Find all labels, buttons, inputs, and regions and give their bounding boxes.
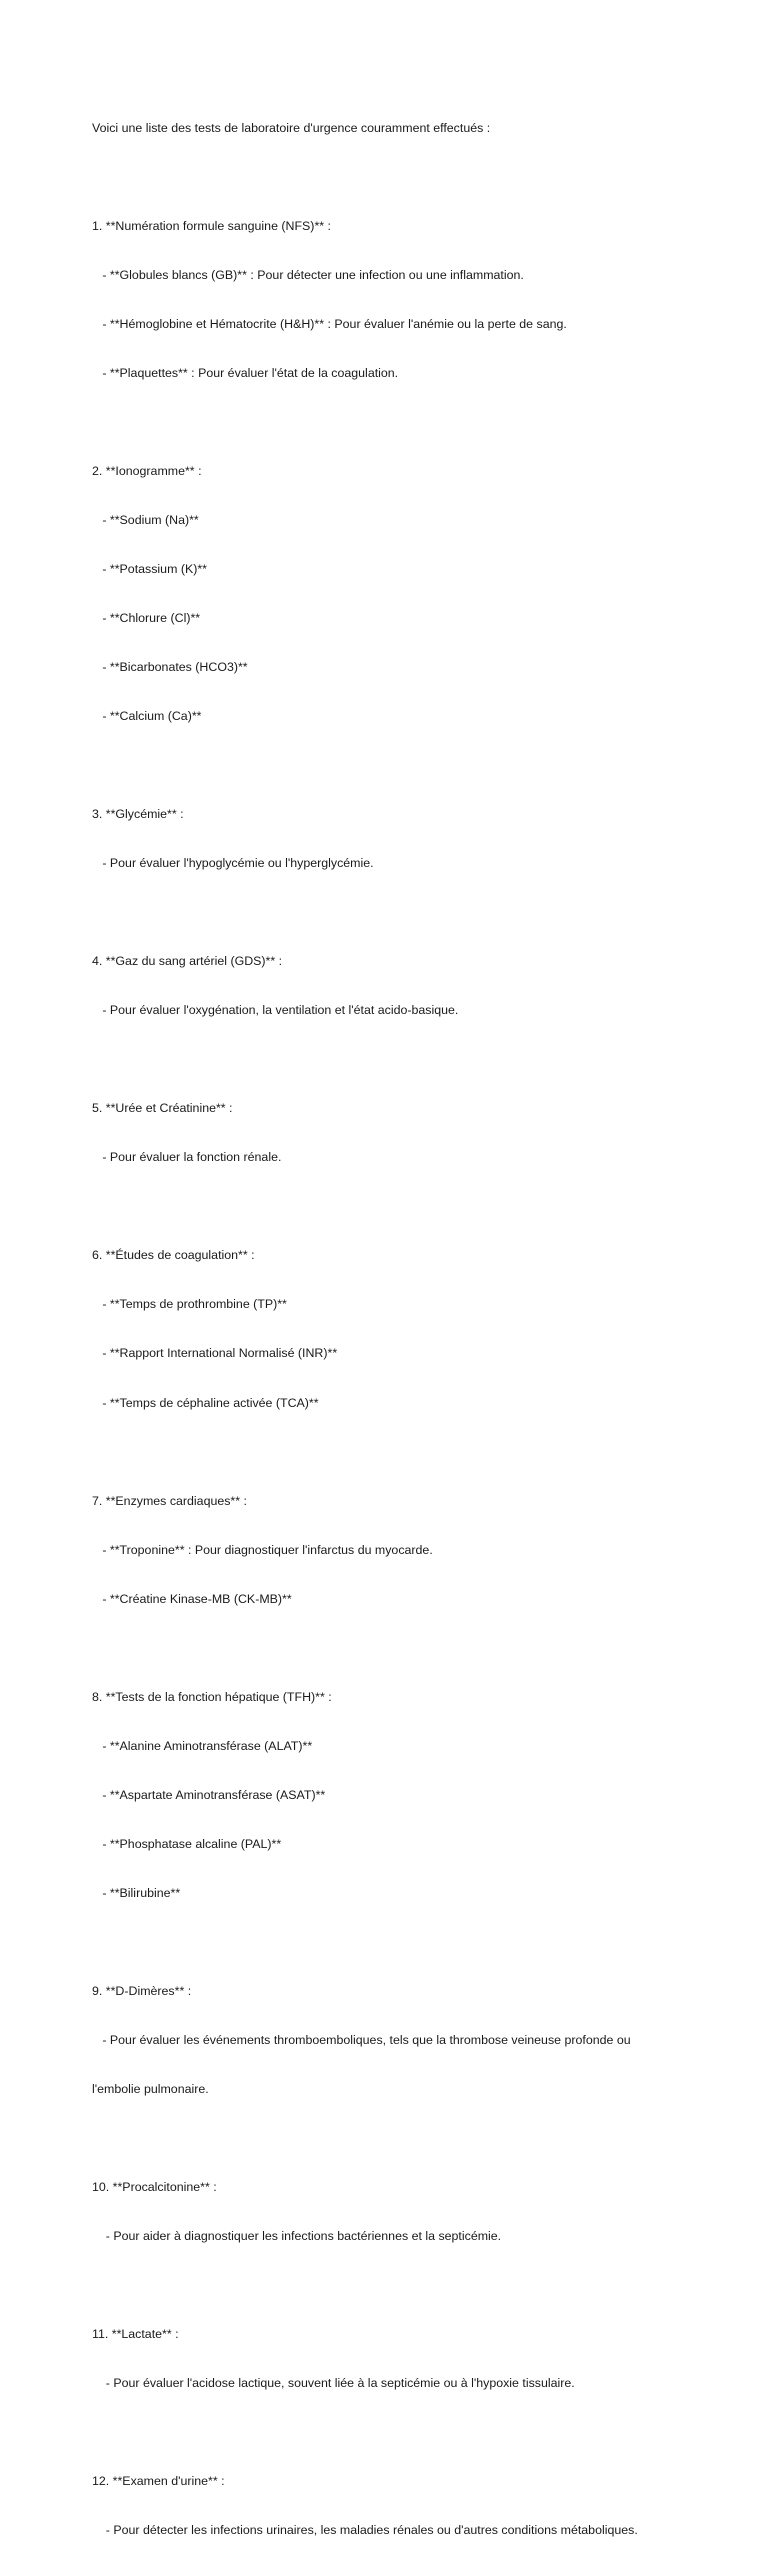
list-subitem-continuation: l'embolie pulmonaire. [92, 2081, 209, 2096]
list-item-heading: 6. **Études de coagulation** : [92, 1248, 255, 1263]
list-subitem: - Pour évaluer l'hypoglycémie ou l'hyperglycémie. [92, 856, 374, 871]
list-subitem: - Pour évaluer l'acidose lactique, souvent liée à la septicémie ou à l'hypoxie tissulaire. [92, 2376, 575, 2391]
list-item-heading: 3. **Glycémie** : [92, 807, 184, 822]
list-item-heading: 12. **Examen d'urine** : [92, 2474, 225, 2489]
list-subitem: - **Créatine Kinase-MB (CK-MB)** [92, 1591, 292, 1606]
list-subitem: - Pour évaluer l'oxygénation, la ventilation et l'état acido-basique. [92, 1003, 459, 1018]
blank-line [92, 2424, 672, 2440]
list-item-heading: 10. **Procalcitonine** : [92, 2180, 217, 2194]
blank-line [92, 1640, 672, 1656]
document-body [92, 87, 672, 2555]
list-subitem: - **Potassium (K)** [92, 561, 207, 576]
list-subitem: - **Temps de céphaline activée (TCA)** [92, 1395, 319, 1410]
blank-line [92, 2130, 672, 2146]
blank-line [92, 1198, 672, 1214]
list-item-heading: 5. **Urée et Créatinine** : [92, 1101, 233, 1116]
blank-line [92, 1444, 672, 1460]
list-subitem: - **Bilirubine** [92, 1885, 181, 1900]
list-subitem: - **Sodium (Na)** [92, 512, 199, 527]
list-item-heading: 2. **Ionogramme** : [92, 463, 202, 478]
list-item-heading: 7. **Enzymes cardiaques** : [92, 1493, 247, 1508]
list-subitem: - **Chlorure (Cl)** [92, 611, 201, 625]
list-subitem: - Pour évaluer les événements thromboemboliques, tels que la thrombose veineuse profonde ou [92, 2032, 631, 2047]
blank-line [92, 2277, 672, 2293]
list-item-heading: 8. **Tests de la fonction hépatique (TFH)** : [92, 1689, 332, 1704]
list-subitem: - **Calcium (Ca)** [92, 709, 202, 724]
list-subitem: - **Globules blancs (GB)** : Pour détecter une infection ou une inflammation. [92, 267, 524, 282]
list-subitem: - **Rapport International Normalisé (INR)** [92, 1346, 338, 1361]
list-subitem: - **Temps de prothrombine (TP)** [92, 1297, 287, 1312]
list-subitem: - **Plaquettes** : Pour évaluer l'état de la coagulation. [92, 365, 399, 380]
blank-line [92, 1051, 672, 1067]
intro-line: Voici une liste des tests de laboratoire d'urgence couramment effectués : [92, 120, 491, 135]
list-subitem: - **Hémoglobine et Hématocrite (H&H)** : Pour évaluer l'anémie ou la perte de sang. [92, 316, 567, 331]
blank-line [92, 904, 672, 920]
list-item-heading: 1. **Numération formule sanguine (NFS)** : [92, 218, 331, 233]
list-subitem: - Pour évaluer la fonction rénale. [92, 1150, 282, 1165]
list-subitem: - Pour détecter les infections urinaires, les maladies rénales ou d'autres conditions métaboliques. [92, 2523, 638, 2538]
list-subitem: - **Phosphatase alcaline (PAL)** [92, 1836, 282, 1851]
blank-line [92, 1934, 672, 1950]
list-subitem: - **Alanine Aminotransférase (ALAT)** [92, 1738, 313, 1753]
list-item-heading: 9. **D-Dimères** : [92, 1983, 192, 1998]
list-item-heading: 11. **Lactate** : [92, 2327, 179, 2342]
list-item-heading: 4. **Gaz du sang artériel (GDS)** : [92, 954, 283, 969]
blank-line [92, 414, 672, 430]
list-subitem: - Pour aider à diagnostiquer les infections bactériennes et la septicémie. [92, 2229, 502, 2244]
blank-line [92, 757, 672, 773]
list-subitem: - **Aspartate Aminotransférase (ASAT)** [92, 1787, 326, 1802]
list-subitem: - **Bicarbonates (HCO3)** [92, 660, 248, 675]
list-subitem: - **Troponine** : Pour diagnostiquer l'infarctus du myocarde. [92, 1542, 433, 1557]
blank-line [92, 169, 672, 185]
